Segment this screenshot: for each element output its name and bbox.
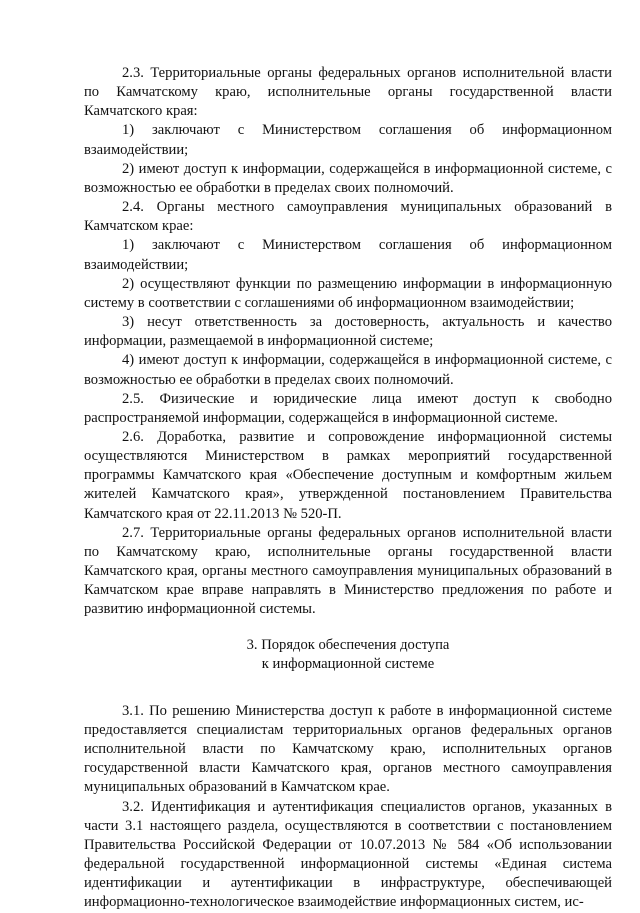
paragraph-2-3-item-2: 2) имеют доступ к информации, содержащейся в информационной системе, с возможностью ее обработки в пределах своих полномочий. — [84, 160, 612, 196]
section-heading-line-2: к информационной системе — [261, 655, 435, 672]
paragraph-2-4-item-2: 2) осуществляют функции по размещению информации в информационную систему в соответствии с соглашениями об информационном взаимодействии; — [84, 275, 612, 311]
paragraph-2-4-item-4: 4) имеют доступ к информации, содержащейся в информационной системе, с возможностью ее обработки в пределах своих полномочий. — [84, 352, 612, 388]
paragraph-2-7: 2.7. Территориальные органы федеральных органов исполнительной власти по Камчатскому краю, исполнительные органы государственной власти Камчатского края, органы местного самоуправления муниципальных образований в Камчатском крае вправе направлять в Министерство предложения по работе и развитию информационной системы. — [84, 524, 612, 618]
paragraph-3-2: 3.2. Идентификация и аутентификация специалистов органов, указанных в части 3.1 настоящего раздела, осуществляются в соответствии с постановлением Правительства Российской Федерации от 10.07.2013 № 584 «Об использовании федеральной государственной информационной системы «Единая система идентификации и аутентификации в инфраструктуре, обеспечивающей информационно-технологическое взаимодействие информационных систем, ис- — [84, 798, 612, 911]
paragraph-2-4: 2.4. Органы местного самоуправления муниципальных образований в Камчатском крае: — [84, 199, 612, 235]
section-heading — [84, 636, 612, 674]
section-heading-line-1: 3. Порядок обеспечения доступа — [246, 636, 450, 653]
paragraph-2-6: 2.6. Доработка, развитие и сопровождение информационной системы осуществляются Министерством в рамках мероприятий государственной программы Камчатского края «Обеспечение доступным и комфортным жильем жителей Камчатского края», утвержденной постановлением Правительства Камчатского края от 22.11.2013 № 520-П. — [84, 428, 612, 522]
paragraph-2-3-item-1: 1) заключают с Министерством соглашения об информационном взаимодействии; — [84, 122, 612, 158]
paragraph-3-1: 3.1. По решению Министерства доступ к работе в информационной системе предоставляется специалистам территориальных органов федеральных органов исполнительной власти по Камчатскому краю, исполнительных органов государственной власти Камчатского края, органов местного самоуправления муниципальных образований в Камчатском крае. — [84, 702, 612, 796]
paragraph-2-3: 2.3. Территориальные органы федеральных органов исполнительной власти по Камчатскому краю, исполнительные органы государственной власти Камчатского края: — [84, 65, 612, 120]
paragraph-2-5: 2.5. Физические и юридические лица имеют доступ к свободно распространяемой информации, содержащейся в информационной системе. — [84, 390, 612, 426]
document-body — [84, 64, 612, 913]
paragraph-2-4-item-3: 3) несут ответственность за достоверность, актуальность и качество информации, размещаемой в информационной системе; — [84, 314, 612, 350]
paragraph-2-4-item-1: 1) заключают с Министерством соглашения об информационном взаимодействии; — [84, 237, 612, 273]
